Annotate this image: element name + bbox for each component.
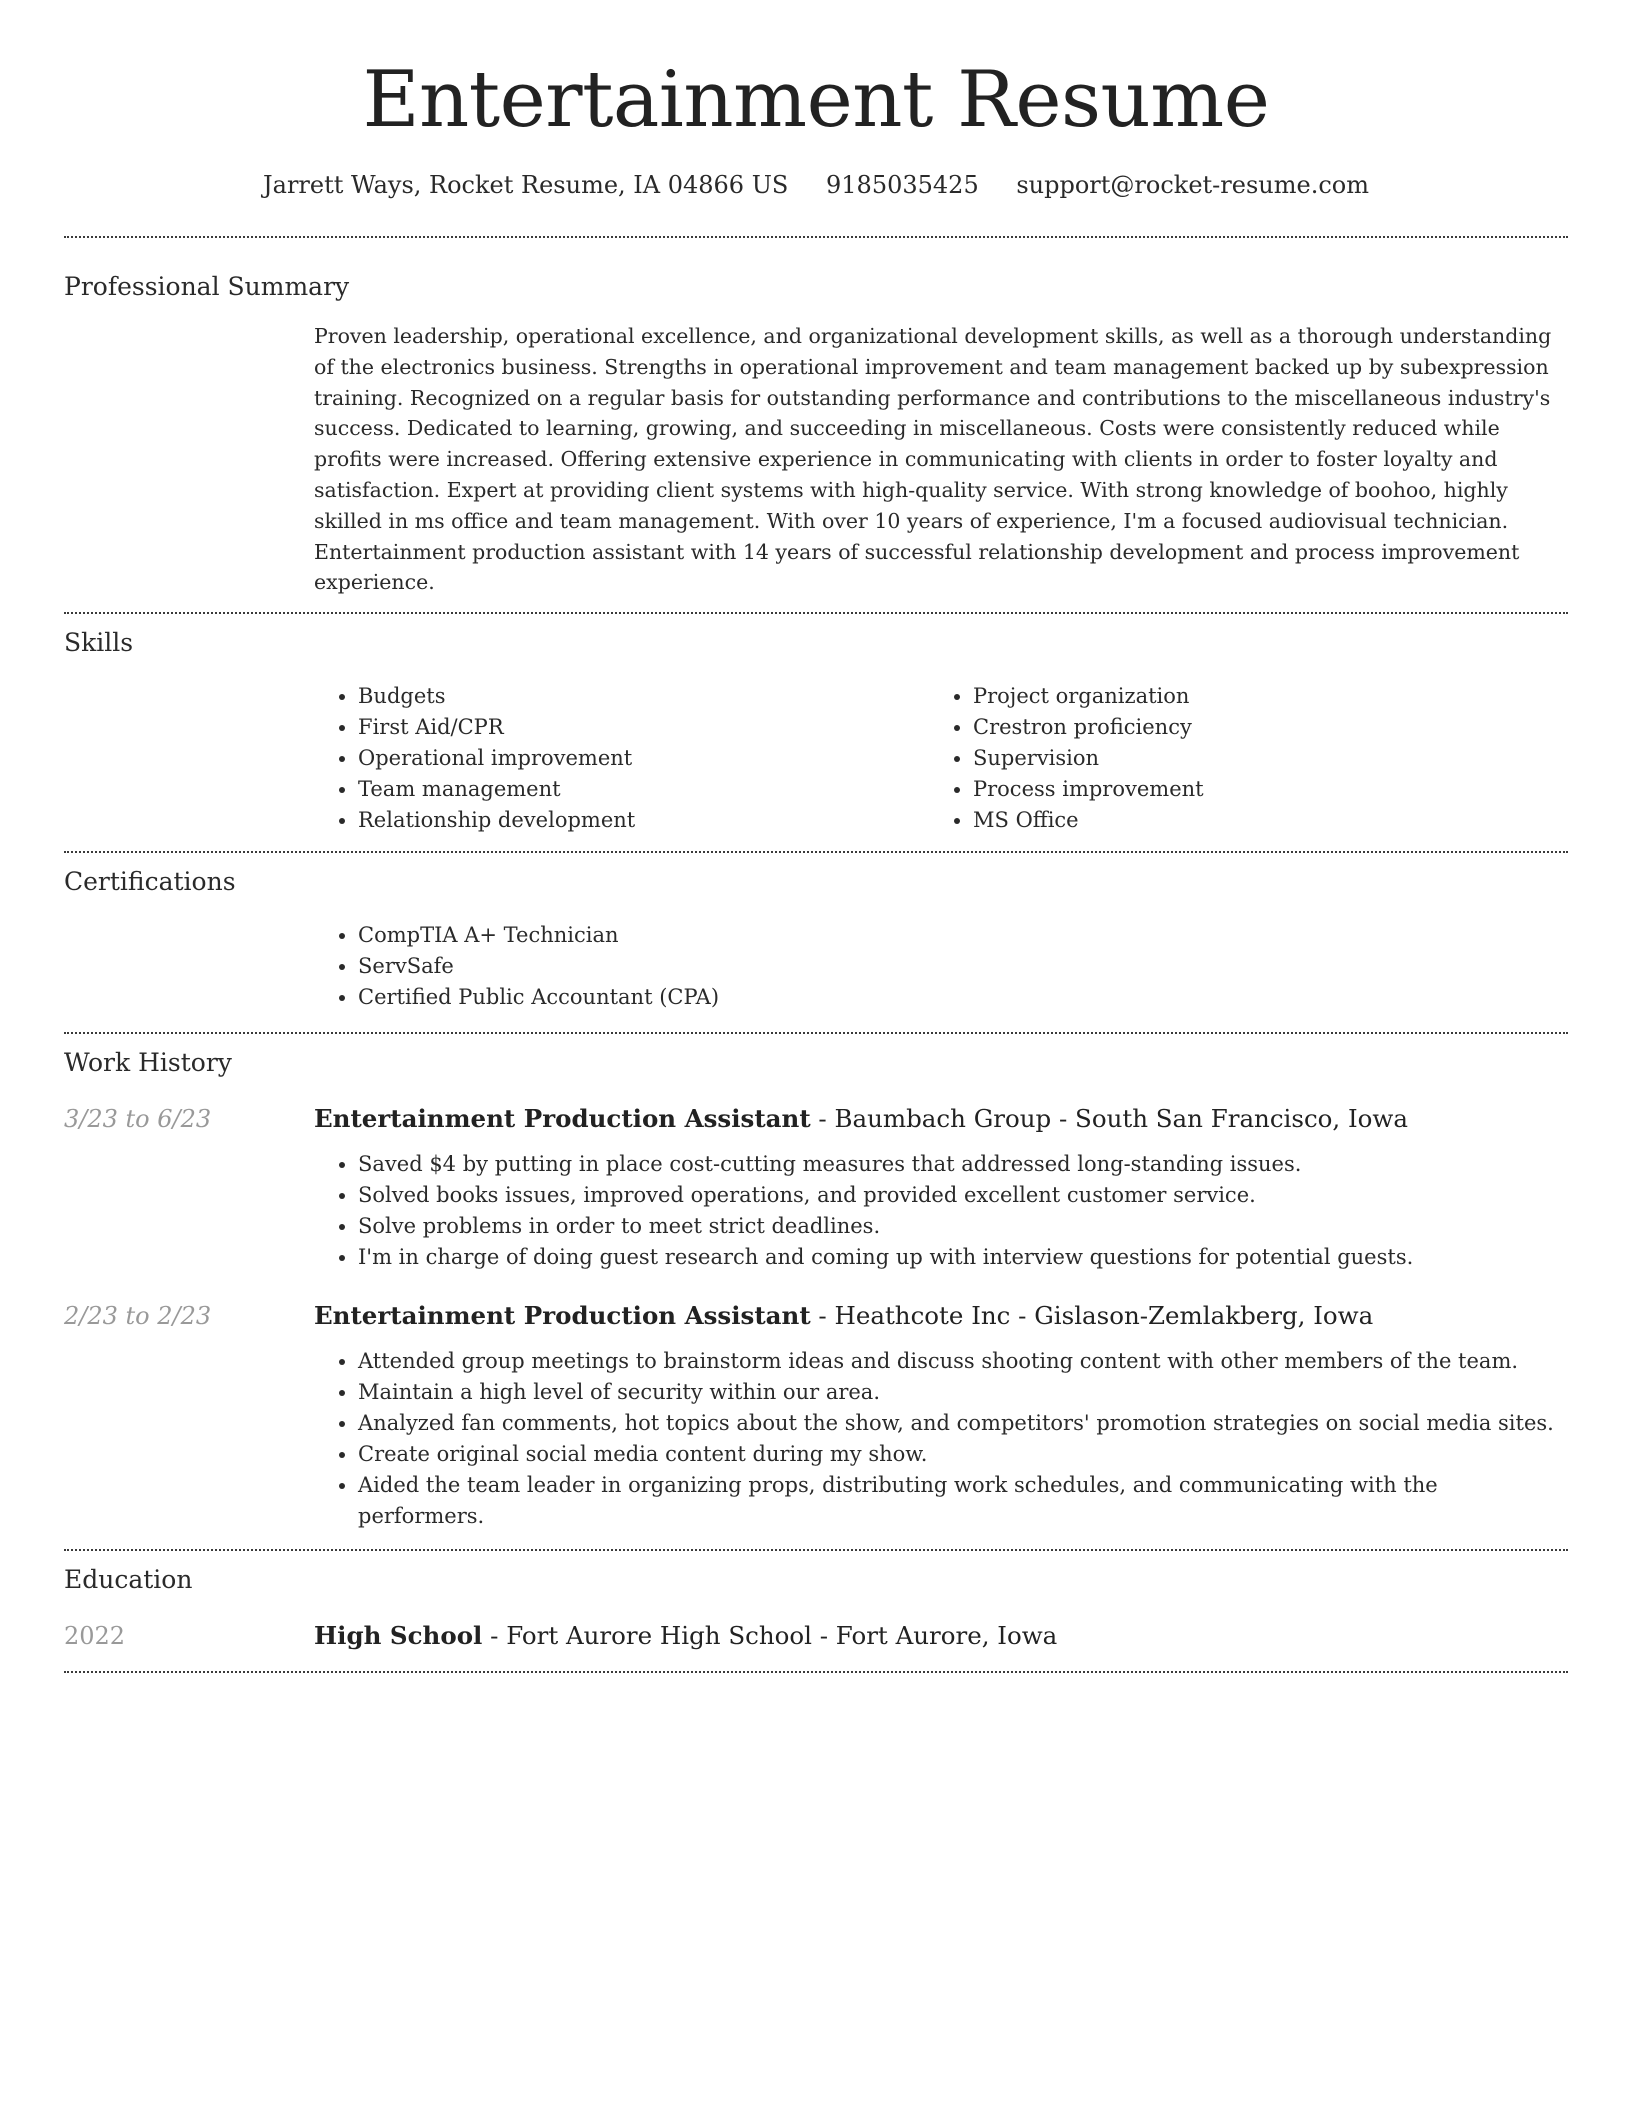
skill-item: • Supervision xyxy=(973,743,1544,774)
certification-item: • ServSafe xyxy=(358,951,1568,982)
job-bullet: • I'm in charge of doing guest research and coming up with interview questions for potential guests. xyxy=(358,1242,1568,1273)
skill-item: • MS Office xyxy=(973,805,1544,836)
summary-heading: Professional Summary xyxy=(64,272,350,301)
job-bullet: • Saved $4 by putting in place cost-cutting measures that addressed long-standing issues. xyxy=(358,1149,1568,1180)
job-bullet: • Aided the team leader in organizing props, distributing work schedules, and communicating with the performers. xyxy=(358,1470,1568,1532)
job-bullet: • Create original social media content during my show. xyxy=(358,1439,1568,1470)
education-heading: Education xyxy=(64,1565,193,1595)
skills-column-left xyxy=(314,681,929,836)
skill-item: • Crestron proficiency xyxy=(973,712,1544,743)
job-details: - Baumbach Group - South San Francisco, Iowa xyxy=(810,1104,1409,1134)
skill-item: • Operational improvement xyxy=(358,743,929,774)
section-divider xyxy=(64,1671,1568,1673)
job-dates: 2/23 to 2/23 xyxy=(64,1302,212,1331)
job-bullet: • Attended group meetings to brainstorm ideas and discuss shooting content with other members of the team. xyxy=(358,1346,1568,1377)
job-entry xyxy=(64,1102,1568,1273)
job-title: Entertainment Production Assistant xyxy=(314,1301,811,1331)
job-bullet: • Solved books issues, improved operations, and provided excellent customer service. xyxy=(358,1180,1568,1211)
certification-item: • Certified Public Accountant (CPA) xyxy=(358,982,1568,1013)
work-history-heading: Work History xyxy=(64,1048,232,1078)
education-header xyxy=(314,1619,1057,1653)
education-section xyxy=(64,1551,1568,1653)
summary-text: Proven leadership, operational excellence, and organizational development skills, as well as a thorough understanding of the electronics business. Strengths in operational improvement and team management backed up by subexpression training. Recognized on a regular basis for outstanding performance and contributions to the miscellaneous industry's success. Dedicated to learning, growing, and succeeding in miscellaneous. Costs were consistently reduced while profits were increased. Offering extensive experience in communicating with clients in order to foster loyalty and satisfaction. Expert at providing client systems with high-quality service. With strong knowledge of boohoo, highly skilled in ms office and team management. With over 10 years of experience, I'm a focused audiovisual technician. Entertainment production assistant with 14 years of successful relationship development and process improvement experience. xyxy=(314,324,1552,595)
skills-column-right xyxy=(929,681,1544,836)
job-bullet: • Analyzed fan comments, hot topics about the show, and competitors' promotion strategies on social media sites. xyxy=(358,1408,1568,1439)
skills-section xyxy=(64,614,1568,836)
certification-item: • CompTIA A+ Technician xyxy=(358,920,1568,951)
certifications-heading: Certifications xyxy=(64,867,236,897)
job-entry xyxy=(64,1299,1568,1532)
work-history-section xyxy=(64,1034,1568,1532)
education-details: - Fort Aurore High School - Fort Aurore, Iowa xyxy=(482,1621,1058,1651)
job-header xyxy=(314,1299,1373,1333)
skill-item: • Relationship development xyxy=(358,805,929,836)
skills-heading: Skills xyxy=(64,628,134,658)
contact-phone: 9185035425 xyxy=(826,171,979,199)
contact-address: Jarrett Ways, Rocket Resume, IA 04866 US xyxy=(263,171,789,199)
contact-email: support@rocket-resume.com xyxy=(1016,171,1369,199)
education-degree: High School xyxy=(314,1621,483,1651)
job-bullet: • Maintain a high level of security within our area. xyxy=(358,1377,1568,1408)
job-bullet: • Solve problems in order to meet strict deadlines. xyxy=(358,1211,1568,1242)
certifications-section xyxy=(64,853,1568,1013)
skill-item: • Budgets xyxy=(358,681,929,712)
resume-title: Entertainment Resume xyxy=(362,55,1270,145)
job-header xyxy=(314,1102,1408,1136)
job-details: - Heathcote Inc - Gislason-Zemlakberg, Iowa xyxy=(810,1301,1374,1331)
skill-item: • Process improvement xyxy=(973,774,1544,805)
job-dates: 3/23 to 6/23 xyxy=(64,1105,212,1134)
skill-item: • First Aid/CPR xyxy=(358,712,929,743)
education-year: 2022 xyxy=(64,1622,126,1651)
skill-item: • Team management xyxy=(358,774,929,805)
skill-item: • Project organization xyxy=(973,681,1544,712)
contact-line xyxy=(64,168,1568,202)
job-title: Entertainment Production Assistant xyxy=(314,1104,811,1134)
education-entry xyxy=(64,1619,1568,1653)
summary-section xyxy=(64,238,1568,598)
